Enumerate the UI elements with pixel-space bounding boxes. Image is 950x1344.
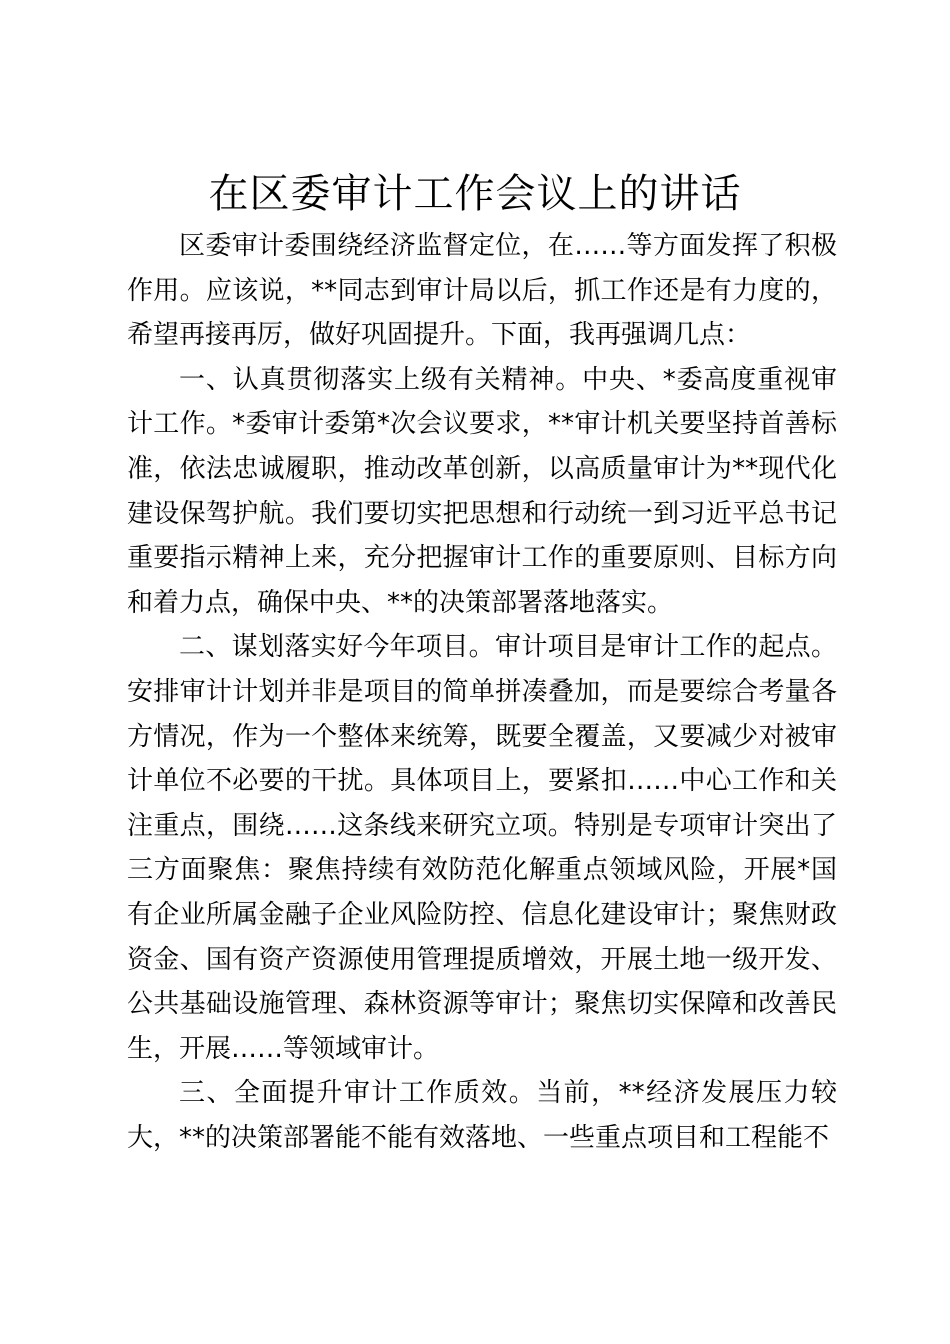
document-body xyxy=(127,224,837,1160)
document-title: 在区委审计工作会议上的讲话 xyxy=(208,171,742,217)
paragraph-point-one: 一、认真贯彻落实上级有关精神。中央、*委高度重视审计工作。*委审计委第*次会议要求，**审计机关要坚持首善标准，依法忠诚履职，推动改革创新，以高质量审计为**现代化建设保驾护航。我们要切实把思想和行动统一到习近平总书记重要指示精神上来，充分把握审计工作的重要原则、目标方向和着力点，确保中央、**的决策部署落地落实。 xyxy=(127,364,837,618)
paragraph-point-two: 二、谋划落实好今年项目。审计项目是审计工作的起点。安排审计计划并非是项目的简单拼凑叠加，而是要综合考量各方情况，作为一个整体来统筹，既要全覆盖，又要减少对被审计单位不必要的干扰。具体项目上，要紧扣……中心工作和关注重点，围绕……这条线来研究立项。特别是专项审计突出了三方面聚焦：聚焦持续有效防范化解重点领域风险，开展*国有企业所属金融子企业风险防控、信息化建设审计；聚焦财政资金、国有资产资源使用管理提质增效，开展土地一级开发、公共基础设施管理、森林资源等审计；聚焦切实保障和改善民生，开展……等领域审计。 xyxy=(127,632,837,1064)
paragraph-point-three: 三、全面提升审计工作质效。当前，**经济发展压力较大，**的决策部署能不能有效落地、一些重点项目和工程能不 xyxy=(127,1078,837,1153)
paragraph-intro: 区委审计委围绕经济监督定位，在……等方面发挥了积极作用。应该说，**同志到审计局以后，抓工作还是有力度的，希望再接再厉，做好巩固提升。下面，我再强调几点： xyxy=(127,231,837,351)
